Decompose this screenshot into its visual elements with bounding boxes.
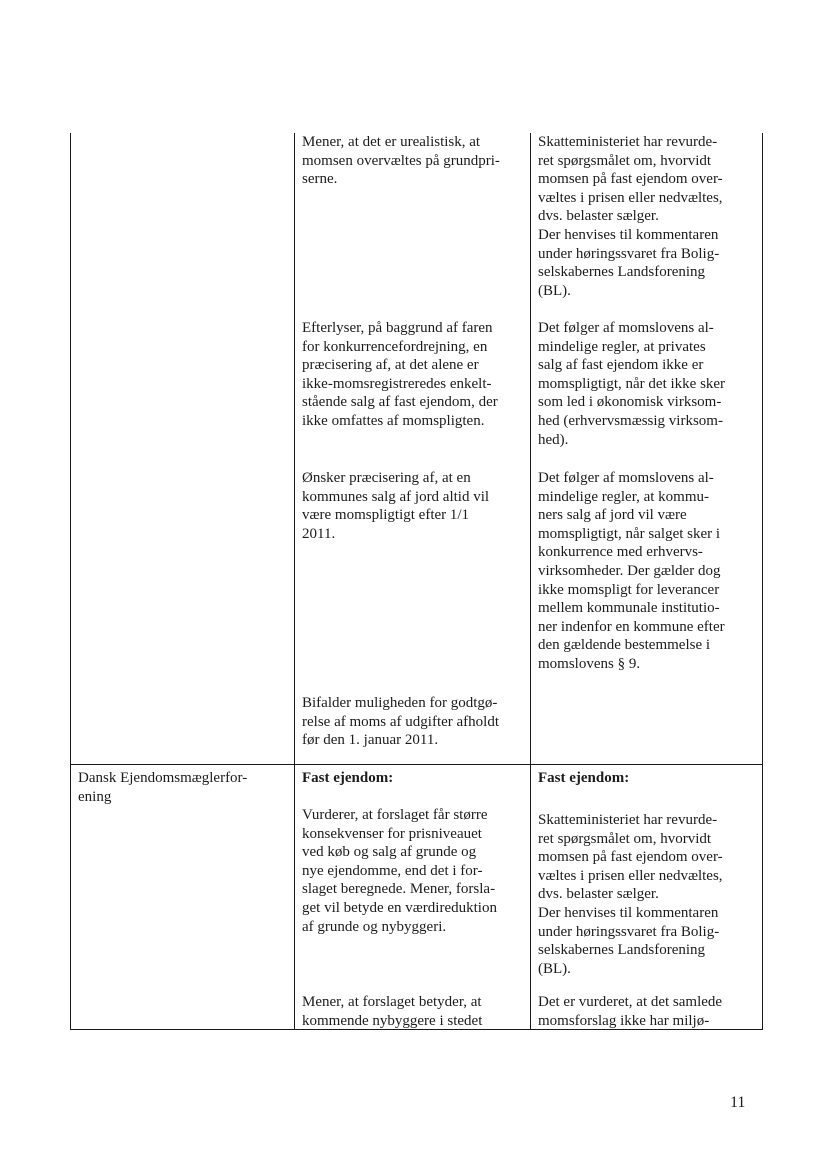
comment-cell-2	[302, 319, 524, 431]
organization-name: Dansk Ejendomsmæglerfor- ening	[78, 770, 248, 805]
response-cell-2	[538, 319, 760, 449]
response-heading	[538, 769, 760, 788]
response-text: Det er vurderet, at det samlede momsforslag ikke har miljø-	[538, 994, 723, 1029]
response-cell-1	[538, 133, 760, 300]
response-text: Det følger af momslovens al- mindelige regler, at privates salg af fast ejendom ikke er momspligtigt, når det ikke sker som led i økonomisk virksom- hed (erhvervsmæssig virksom- hed).	[538, 320, 726, 448]
comment-cell-3	[302, 469, 524, 543]
page-number: 11	[730, 1094, 746, 1111]
comment-heading-text: Fast ejendom:	[302, 770, 394, 786]
row-divider	[70, 764, 763, 765]
organization-cell	[78, 769, 290, 806]
response-cell-3	[538, 469, 760, 674]
response-text: Skatteministeriet har revurde- ret spørgsmålet om, hvorvidt momsen på fast ejendom over- væltes i prisen eller nedvæltes, dvs. belaster sælger. Der henvises til kommentaren under høringssvaret fra Bolig- selskabernes Landsforening (BL).	[538, 134, 723, 299]
response-text: Skatteministeriet har revurde- ret spørgsmålet om, hvorvidt momsen på fast ejendom over- væltes i prisen eller nedvæltes, dvs. belaster sælger. Der henvises til kommentaren under høringssvaret fra Bolig- selskabernes Landsforening (BL).	[538, 812, 723, 977]
comment-cell-6	[302, 993, 524, 1030]
comment-cell-4	[302, 694, 524, 750]
comment-text: Efterlyser, på baggrund af faren for konkurrencefordrejning, en præcisering af, at det alene er ikke-momsregistreredes enkelt- stående salg af fast ejendom, der ikke omfattes af momspligten.	[302, 320, 498, 429]
comment-text: Vurderer, at forslaget får større konsekvenser for prisniveauet ved køb og salg af grunde og nye ejendomme, end det i for- slaget beregnede. Mener, forsla- get vil betyde en værdireduktion af grunde og nybyggeri.	[302, 807, 497, 935]
comment-text: Bifalder muligheden for godtgø- relse af moms af udgifter afholdt før den 1. januar 2011.	[302, 695, 500, 749]
comment-text: Mener, at det er urealistisk, at momsen overvæltes på grundpri- serne.	[302, 134, 500, 188]
comment-heading	[302, 769, 524, 788]
response-heading-text: Fast ejendom:	[538, 770, 630, 786]
table-right-border	[762, 133, 763, 1030]
comment-text: Mener, at forslaget betyder, at kommende nybyggere i stedet	[302, 994, 483, 1029]
comment-cell-5	[302, 806, 524, 936]
table-left-border	[70, 133, 71, 1030]
comment-cell-1	[302, 133, 524, 189]
comment-text: Ønsker præcisering af, at en kommunes salg af jord altid vil være momspligtigt efter 1/1 2011.	[302, 470, 490, 542]
response-text: Det følger af momslovens al- mindelige regler, at kommu- ners salg af jord vil være momspligtigt, når salget sker i konkurrence med erhvervs- virksomheder. Der gælder dog ikke momspligt for leverancer mellem kommunale institutio- ner indenfor en kommune efter den gældende bestemmelse i momslovens § 9.	[538, 470, 725, 672]
response-cell-6	[538, 993, 760, 1030]
response-cell-5	[538, 811, 760, 978]
table-column-divider-2	[530, 133, 531, 1030]
table-column-divider-1	[294, 133, 295, 1030]
